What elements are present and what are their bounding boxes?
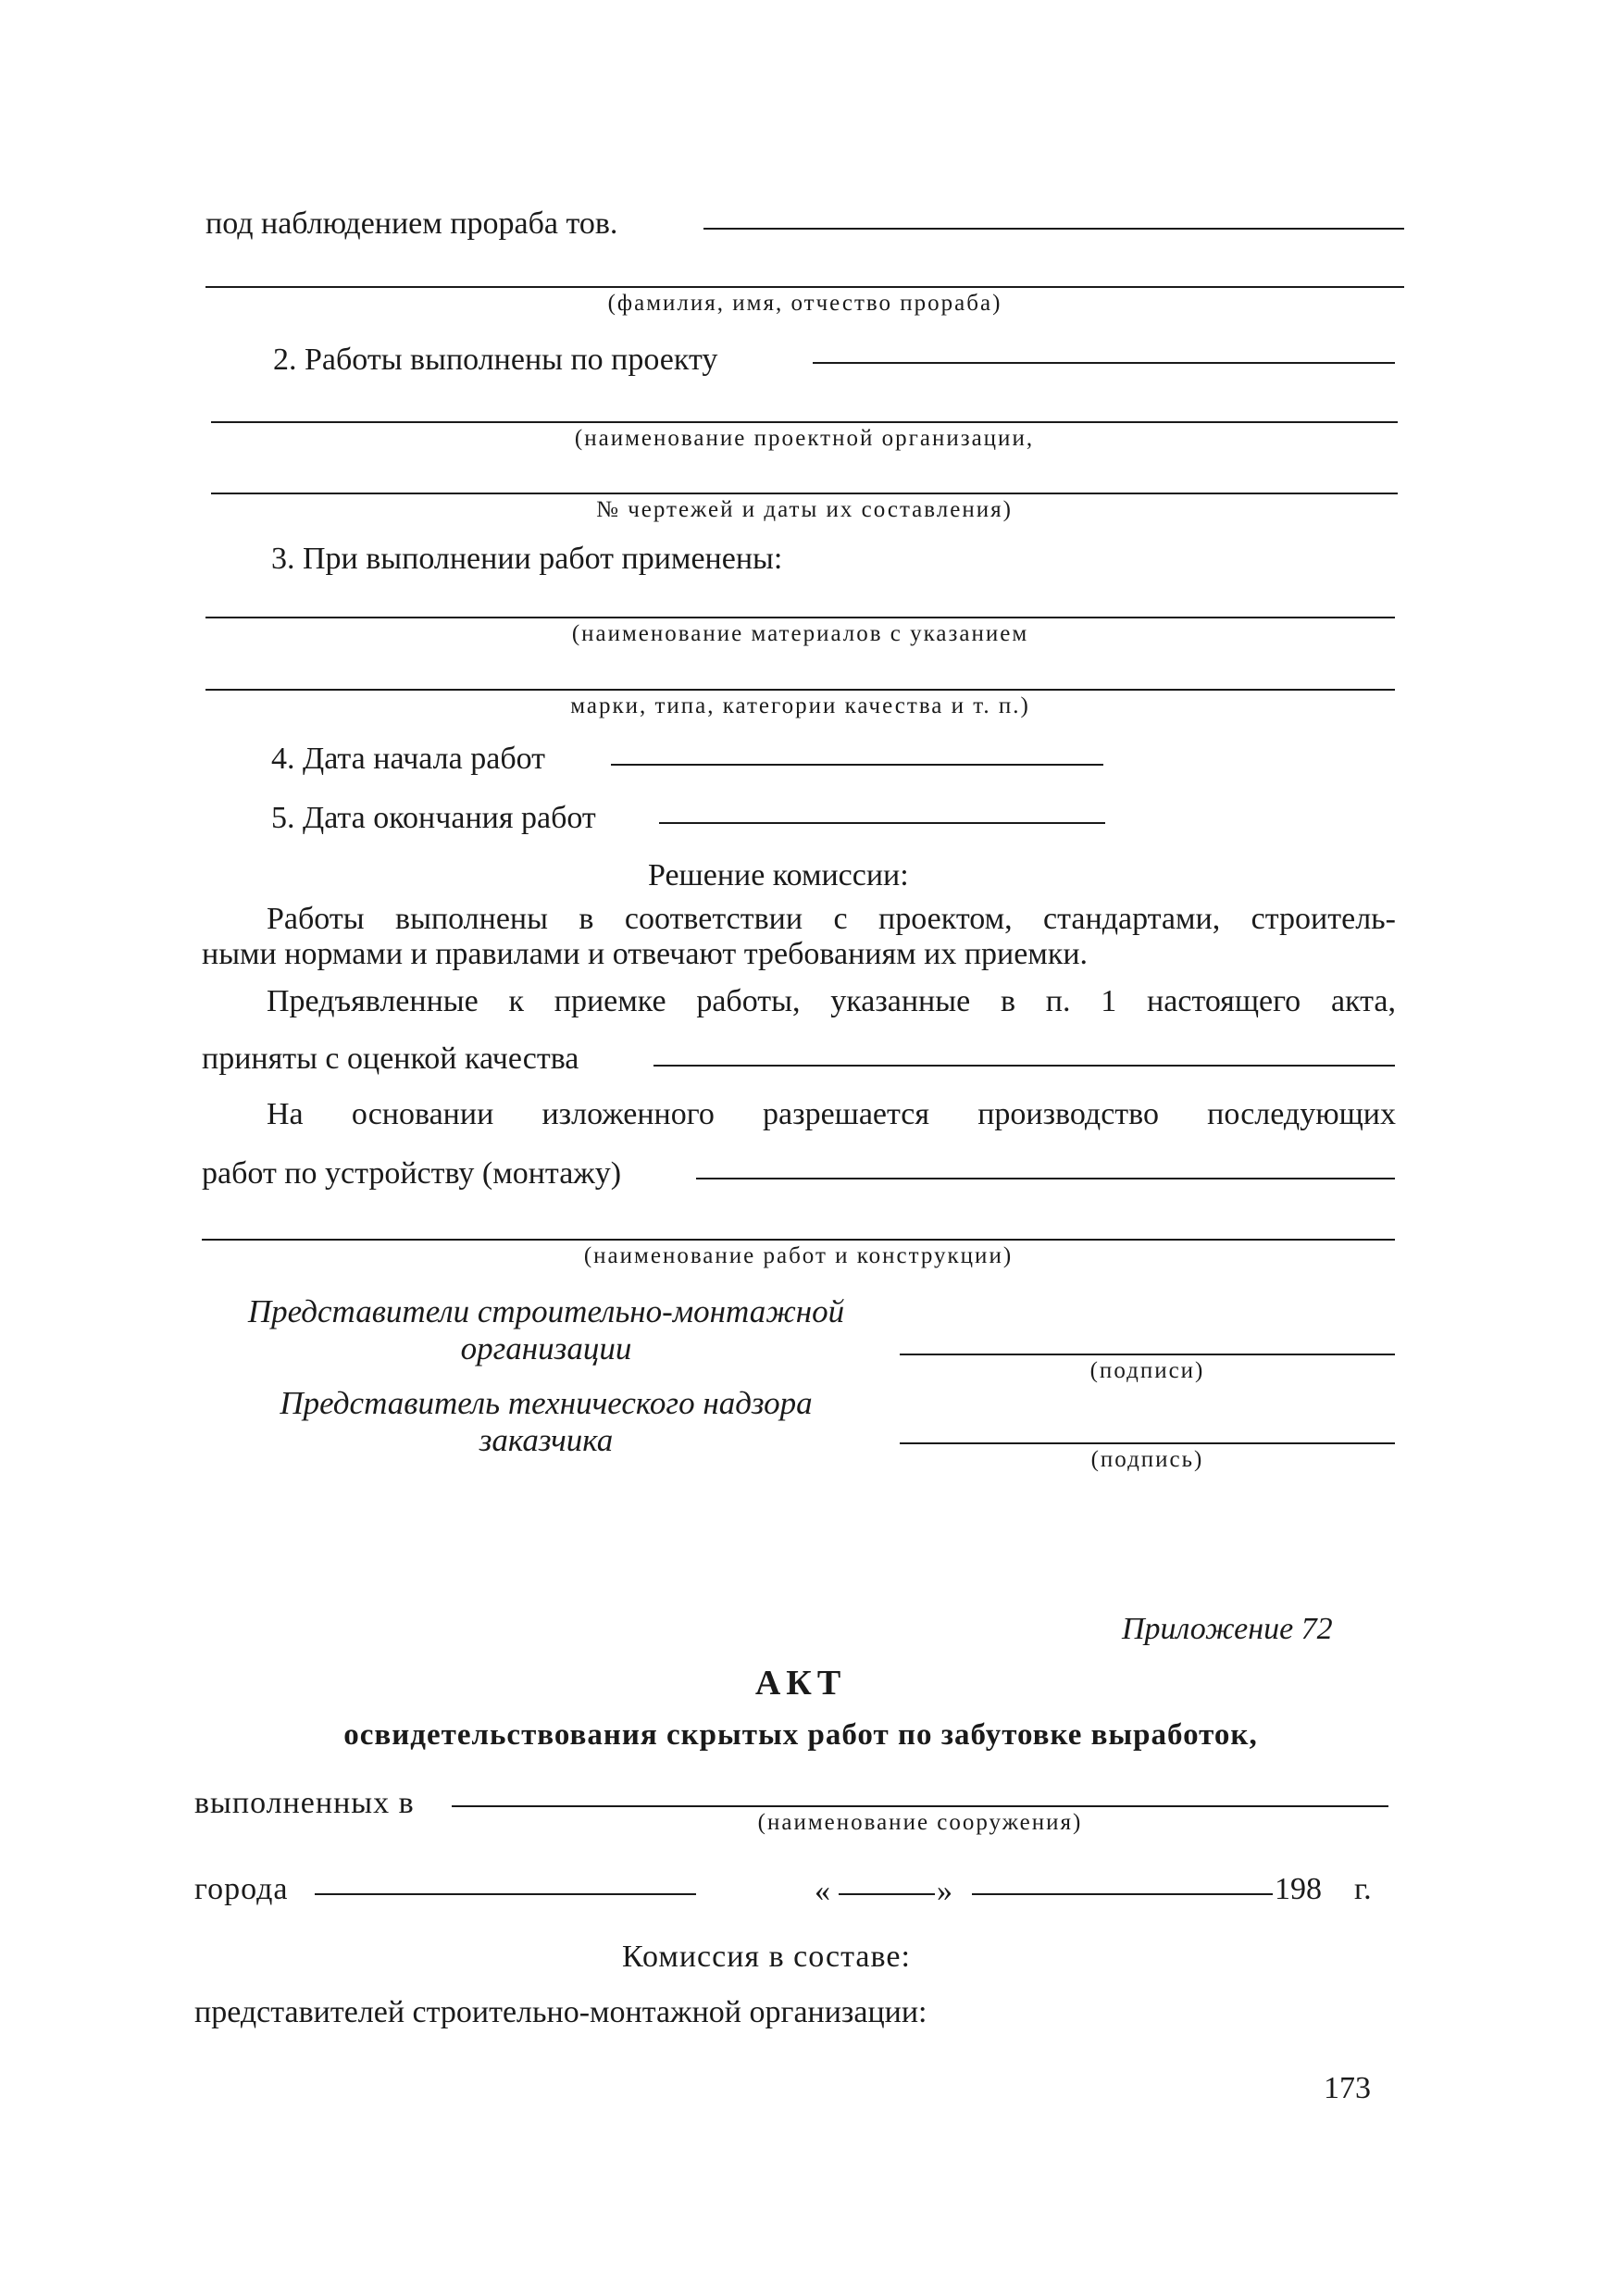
year-suffix: г. <box>1354 1872 1372 1906</box>
basis-line-1: На основании изложенного разрешается производство последующих <box>267 1097 1396 1131</box>
rep-2-caption: (подпись) <box>1090 1447 1204 1472</box>
presented-line-1: Предъявленные к приемке работы, указанные в п. 1 настоящего акта, <box>267 984 1396 1018</box>
appendix-label: Приложение 72 <box>1122 1612 1333 1646</box>
structure-caption: (наименование сооружения) <box>757 1810 1083 1835</box>
start-date-field[interactable] <box>611 764 1103 766</box>
rep-1-title <box>231 1293 861 1367</box>
representatives-label: представителей строительно-монтажной организации: <box>194 1995 927 2029</box>
end-date-field[interactable] <box>659 822 1105 824</box>
item-2-label: 2. Работы выполнены по проекту <box>273 343 718 377</box>
rep-1-signature-field[interactable] <box>900 1354 1395 1355</box>
works-field[interactable] <box>696 1178 1395 1179</box>
item-3-label: 3. При выполнении работ применены: <box>271 542 783 576</box>
rep-2-line-1: Представитель технического надзора <box>280 1385 813 1421</box>
project-field-2[interactable] <box>211 421 1398 423</box>
rep-2-signature-field[interactable] <box>900 1442 1395 1444</box>
decision-heading: Решение комиссии: <box>648 858 909 892</box>
quote-open: « <box>815 1874 830 1908</box>
prorab-label: под наблюдением прораба тов. <box>205 206 618 241</box>
project-field[interactable] <box>813 362 1395 364</box>
project-field-3[interactable] <box>211 493 1398 494</box>
act-subtitle: освидетельствования скрытых работ по забутовке выработок, <box>343 1718 1258 1752</box>
day-field[interactable] <box>839 1893 935 1895</box>
materials-field-2[interactable] <box>205 689 1395 691</box>
item-4-label: 4. Дата начала работ <box>271 742 546 776</box>
prorab-field-2[interactable] <box>205 286 1404 288</box>
quality-field[interactable] <box>653 1065 1395 1067</box>
prorab-field[interactable] <box>703 228 1404 230</box>
city-field[interactable] <box>315 1893 696 1895</box>
rep-2-line-2: заказчика <box>479 1422 614 1458</box>
presented-line-2: приняты с оценкой качества <box>202 1042 579 1076</box>
rep-1-line-1: Представители строительно-монтажной <box>247 1293 845 1329</box>
structure-field[interactable] <box>452 1805 1388 1807</box>
project-caption-2: № чертежей и даты их составления) <box>596 497 1013 522</box>
rep-1-caption: (подписи) <box>1089 1358 1205 1383</box>
project-caption-1: (наименование проектной организации, <box>574 426 1035 451</box>
materials-field[interactable] <box>205 617 1395 618</box>
materials-caption-2: марки, типа, категории качества и т. п.) <box>570 693 1030 718</box>
materials-caption-1: (наименование материалов с указанием <box>571 621 1029 646</box>
rep-1-line-2: организации <box>460 1330 632 1366</box>
works-caption: (наименование работ и конструкции) <box>583 1243 1014 1268</box>
page-number: 173 <box>1324 2071 1371 2105</box>
act-title: АКТ <box>754 1664 847 1703</box>
month-field[interactable] <box>972 1893 1273 1895</box>
performed-label: выполненных в <box>194 1786 415 1820</box>
city-label: города <box>194 1872 289 1906</box>
prorab-caption: (фамилия, имя, отчество прораба) <box>607 291 1002 316</box>
works-field-2[interactable] <box>202 1239 1395 1241</box>
decision-line-1: Работы выполнены в соответствии с проектом, стандартами, строитель- <box>267 902 1396 936</box>
commission-heading: Комиссия в составе: <box>622 1940 911 1974</box>
basis-line-2: работ по устройству (монтажу) <box>202 1156 622 1191</box>
rep-2-title <box>231 1385 861 1459</box>
quote-close: » <box>937 1874 952 1908</box>
item-5-label: 5. Дата окончания работ <box>271 801 596 835</box>
decision-line-2: ными нормами и правилами и отвечают требованиям их приемки. <box>202 937 1089 971</box>
year-label: 198 <box>1275 1872 1322 1906</box>
